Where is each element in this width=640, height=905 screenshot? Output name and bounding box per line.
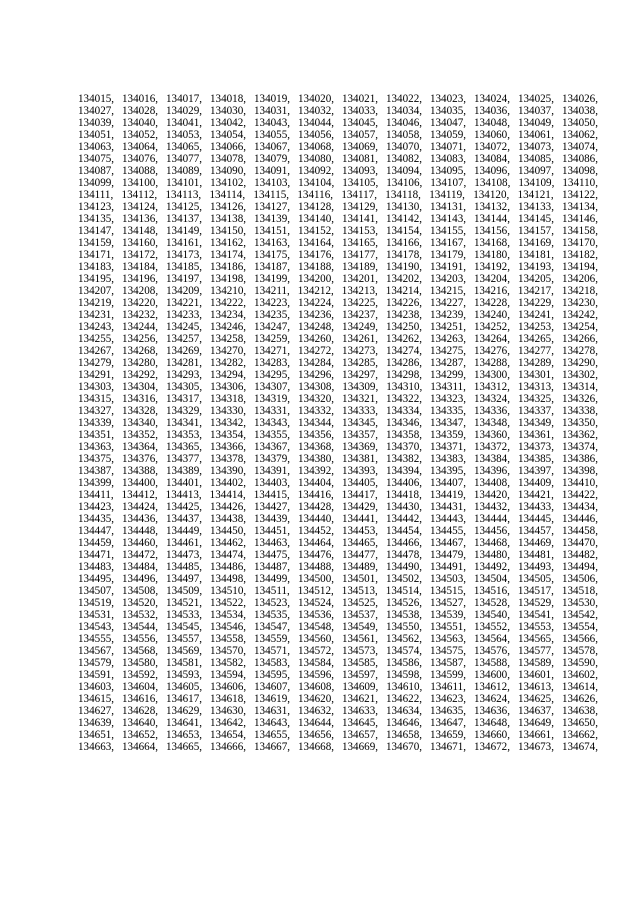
number-line: 134483, 134484, 134485, 134486, 134487, 134488, 134489, 134490, 134491, 134492, 134493, 134494, bbox=[78, 561, 598, 573]
number-line: 134255, 134256, 134257, 134258, 134259, 134260, 134261, 134262, 134263, 134264, 134265, 134266, bbox=[78, 333, 598, 345]
number-line: 134207, 134208, 134209, 134210, 134211, 134212, 134213, 134214, 134215, 134216, 134217, 134218, bbox=[78, 285, 598, 297]
number-line: 134531, 134532, 134533, 134534, 134535, 134536, 134537, 134538, 134539, 134540, 134541, 134542, bbox=[78, 609, 598, 621]
number-line: 134015, 134016, 134017, 134018, 134019, 134020, 134021, 134022, 134023, 134024, 134025, 134026, bbox=[78, 93, 598, 105]
number-line: 134183, 134184, 134185, 134186, 134187, 134188, 134189, 134190, 134191, 134192, 134193, 134194, bbox=[78, 261, 598, 273]
number-line: 134291, 134292, 134293, 134294, 134295, 134296, 134297, 134298, 134299, 134300, 134301, 134302, bbox=[78, 369, 598, 381]
number-line: 134447, 134448, 134449, 134450, 134451, 134452, 134453, 134454, 134455, 134456, 134457, 134458, bbox=[78, 525, 598, 537]
number-line: 134159, 134160, 134161, 134162, 134163, 134164, 134165, 134166, 134167, 134168, 134169, 134170, bbox=[78, 237, 598, 249]
number-line: 134243, 134244, 134245, 134246, 134247, 134248, 134249, 134250, 134251, 134252, 134253, 134254, bbox=[78, 321, 598, 333]
number-line: 134507, 134508, 134509, 134510, 134511, 134512, 134513, 134514, 134515, 134516, 134517, 134518, bbox=[78, 585, 598, 597]
number-line: 134315, 134316, 134317, 134318, 134319, 134320, 134321, 134322, 134323, 134324, 134325, 134326, bbox=[78, 393, 598, 405]
number-line: 134387, 134388, 134389, 134390, 134391, 134392, 134393, 134394, 134395, 134396, 134397, 134398, bbox=[78, 465, 598, 477]
number-line: 134663, 134664, 134665, 134666, 134667, 134668, 134669, 134670, 134671, 134672, 134673, 134674, bbox=[78, 741, 598, 753]
number-line: 134267, 134268, 134269, 134270, 134271, 134272, 134273, 134274, 134275, 134276, 134277, 134278, bbox=[78, 345, 598, 357]
number-line: 134603, 134604, 134605, 134606, 134607, 134608, 134609, 134610, 134611, 134612, 134613, 134614, bbox=[78, 681, 598, 693]
number-line: 134495, 134496, 134497, 134498, 134499, 134500, 134501, 134502, 134503, 134504, 134505, 134506, bbox=[78, 573, 598, 585]
number-line: 134219, 134220, 134221, 134222, 134223, 134224, 134225, 134226, 134227, 134228, 134229, 134230, bbox=[78, 297, 598, 309]
number-line: 134375, 134376, 134377, 134378, 134379, 134380, 134381, 134382, 134383, 134384, 134385, 134386, bbox=[78, 453, 598, 465]
number-line: 134459, 134460, 134461, 134462, 134463, 134464, 134465, 134466, 134467, 134468, 134469, 134470, bbox=[78, 537, 598, 549]
number-line: 134099, 134100, 134101, 134102, 134103, 134104, 134105, 134106, 134107, 134108, 134109, 134110, bbox=[78, 177, 598, 189]
number-line: 134567, 134568, 134569, 134570, 134571, 134572, 134573, 134574, 134575, 134576, 134577, 134578, bbox=[78, 645, 598, 657]
number-line: 134279, 134280, 134281, 134282, 134283, 134284, 134285, 134286, 134287, 134288, 134289, 134290, bbox=[78, 357, 598, 369]
number-line: 134147, 134148, 134149, 134150, 134151, 134152, 134153, 134154, 134155, 134156, 134157, 134158, bbox=[78, 225, 598, 237]
number-line: 134111, 134112, 134113, 134114, 134115, 134116, 134117, 134118, 134119, 134120, 134121, 134122, bbox=[78, 189, 598, 201]
number-line: 134615, 134616, 134617, 134618, 134619, 134620, 134621, 134622, 134623, 134624, 134625, 134626, bbox=[78, 693, 598, 705]
number-line: 134339, 134340, 134341, 134342, 134343, 134344, 134345, 134346, 134347, 134348, 134349, 134350, bbox=[78, 417, 598, 429]
number-line: 134303, 134304, 134305, 134306, 134307, 134308, 134309, 134310, 134311, 134312, 134313, 134314, bbox=[78, 381, 598, 393]
number-line: 134063, 134064, 134065, 134066, 134067, 134068, 134069, 134070, 134071, 134072, 134073, 134074, bbox=[78, 141, 598, 153]
number-line: 134399, 134400, 134401, 134402, 134403, 134404, 134405, 134406, 134407, 134408, 134409, 134410, bbox=[78, 477, 598, 489]
number-line: 134087, 134088, 134089, 134090, 134091, 134092, 134093, 134094, 134095, 134096, 134097, 134098, bbox=[78, 165, 598, 177]
number-line: 134123, 134124, 134125, 134126, 134127, 134128, 134129, 134130, 134131, 134132, 134133, 134134, bbox=[78, 201, 598, 213]
number-line: 134543, 134544, 134545, 134546, 134547, 134548, 134549, 134550, 134551, 134552, 134553, 134554, bbox=[78, 621, 598, 633]
number-line: 134195, 134196, 134197, 134198, 134199, 134200, 134201, 134202, 134203, 134204, 134205, 134206, bbox=[78, 273, 598, 285]
number-sequence-block bbox=[78, 93, 598, 753]
number-line: 134135, 134136, 134137, 134138, 134139, 134140, 134141, 134142, 134143, 134144, 134145, 134146, bbox=[78, 213, 598, 225]
number-line: 134435, 134436, 134437, 134438, 134439, 134440, 134441, 134442, 134443, 134444, 134445, 134446, bbox=[78, 513, 598, 525]
number-line: 134471, 134472, 134473, 134474, 134475, 134476, 134477, 134478, 134479, 134480, 134481, 134482, bbox=[78, 549, 598, 561]
number-line: 134363, 134364, 134365, 134366, 134367, 134368, 134369, 134370, 134371, 134372, 134373, 134374, bbox=[78, 441, 598, 453]
number-line: 134627, 134628, 134629, 134630, 134631, 134632, 134633, 134634, 134635, 134636, 134637, 134638, bbox=[78, 705, 598, 717]
number-line: 134027, 134028, 134029, 134030, 134031, 134032, 134033, 134034, 134035, 134036, 134037, 134038, bbox=[78, 105, 598, 117]
number-line: 134579, 134580, 134581, 134582, 134583, 134584, 134585, 134586, 134587, 134588, 134589, 134590, bbox=[78, 657, 598, 669]
number-line: 134519, 134520, 134521, 134522, 134523, 134524, 134525, 134526, 134527, 134528, 134529, 134530, bbox=[78, 597, 598, 609]
number-line: 134231, 134232, 134233, 134234, 134235, 134236, 134237, 134238, 134239, 134240, 134241, 134242, bbox=[78, 309, 598, 321]
number-line: 134075, 134076, 134077, 134078, 134079, 134080, 134081, 134082, 134083, 134084, 134085, 134086, bbox=[78, 153, 598, 165]
number-line: 134639, 134640, 134641, 134642, 134643, 134644, 134645, 134646, 134647, 134648, 134649, 134650, bbox=[78, 717, 598, 729]
number-line: 134327, 134328, 134329, 134330, 134331, 134332, 134333, 134334, 134335, 134336, 134337, 134338, bbox=[78, 405, 598, 417]
number-line: 134555, 134556, 134557, 134558, 134559, 134560, 134561, 134562, 134563, 134564, 134565, 134566, bbox=[78, 633, 598, 645]
number-line: 134411, 134412, 134413, 134414, 134415, 134416, 134417, 134418, 134419, 134420, 134421, 134422, bbox=[78, 489, 598, 501]
number-line: 134351, 134352, 134353, 134354, 134355, 134356, 134357, 134358, 134359, 134360, 134361, 134362, bbox=[78, 429, 598, 441]
number-line: 134039, 134040, 134041, 134042, 134043, 134044, 134045, 134046, 134047, 134048, 134049, 134050, bbox=[78, 117, 598, 129]
number-line: 134171, 134172, 134173, 134174, 134175, 134176, 134177, 134178, 134179, 134180, 134181, 134182, bbox=[78, 249, 598, 261]
number-line: 134591, 134592, 134593, 134594, 134595, 134596, 134597, 134598, 134599, 134600, 134601, 134602, bbox=[78, 669, 598, 681]
number-line: 134051, 134052, 134053, 134054, 134055, 134056, 134057, 134058, 134059, 134060, 134061, 134062, bbox=[78, 129, 598, 141]
number-line: 134423, 134424, 134425, 134426, 134427, 134428, 134429, 134430, 134431, 134432, 134433, 134434, bbox=[78, 501, 598, 513]
number-line: 134651, 134652, 134653, 134654, 134655, 134656, 134657, 134658, 134659, 134660, 134661, 134662, bbox=[78, 729, 598, 741]
